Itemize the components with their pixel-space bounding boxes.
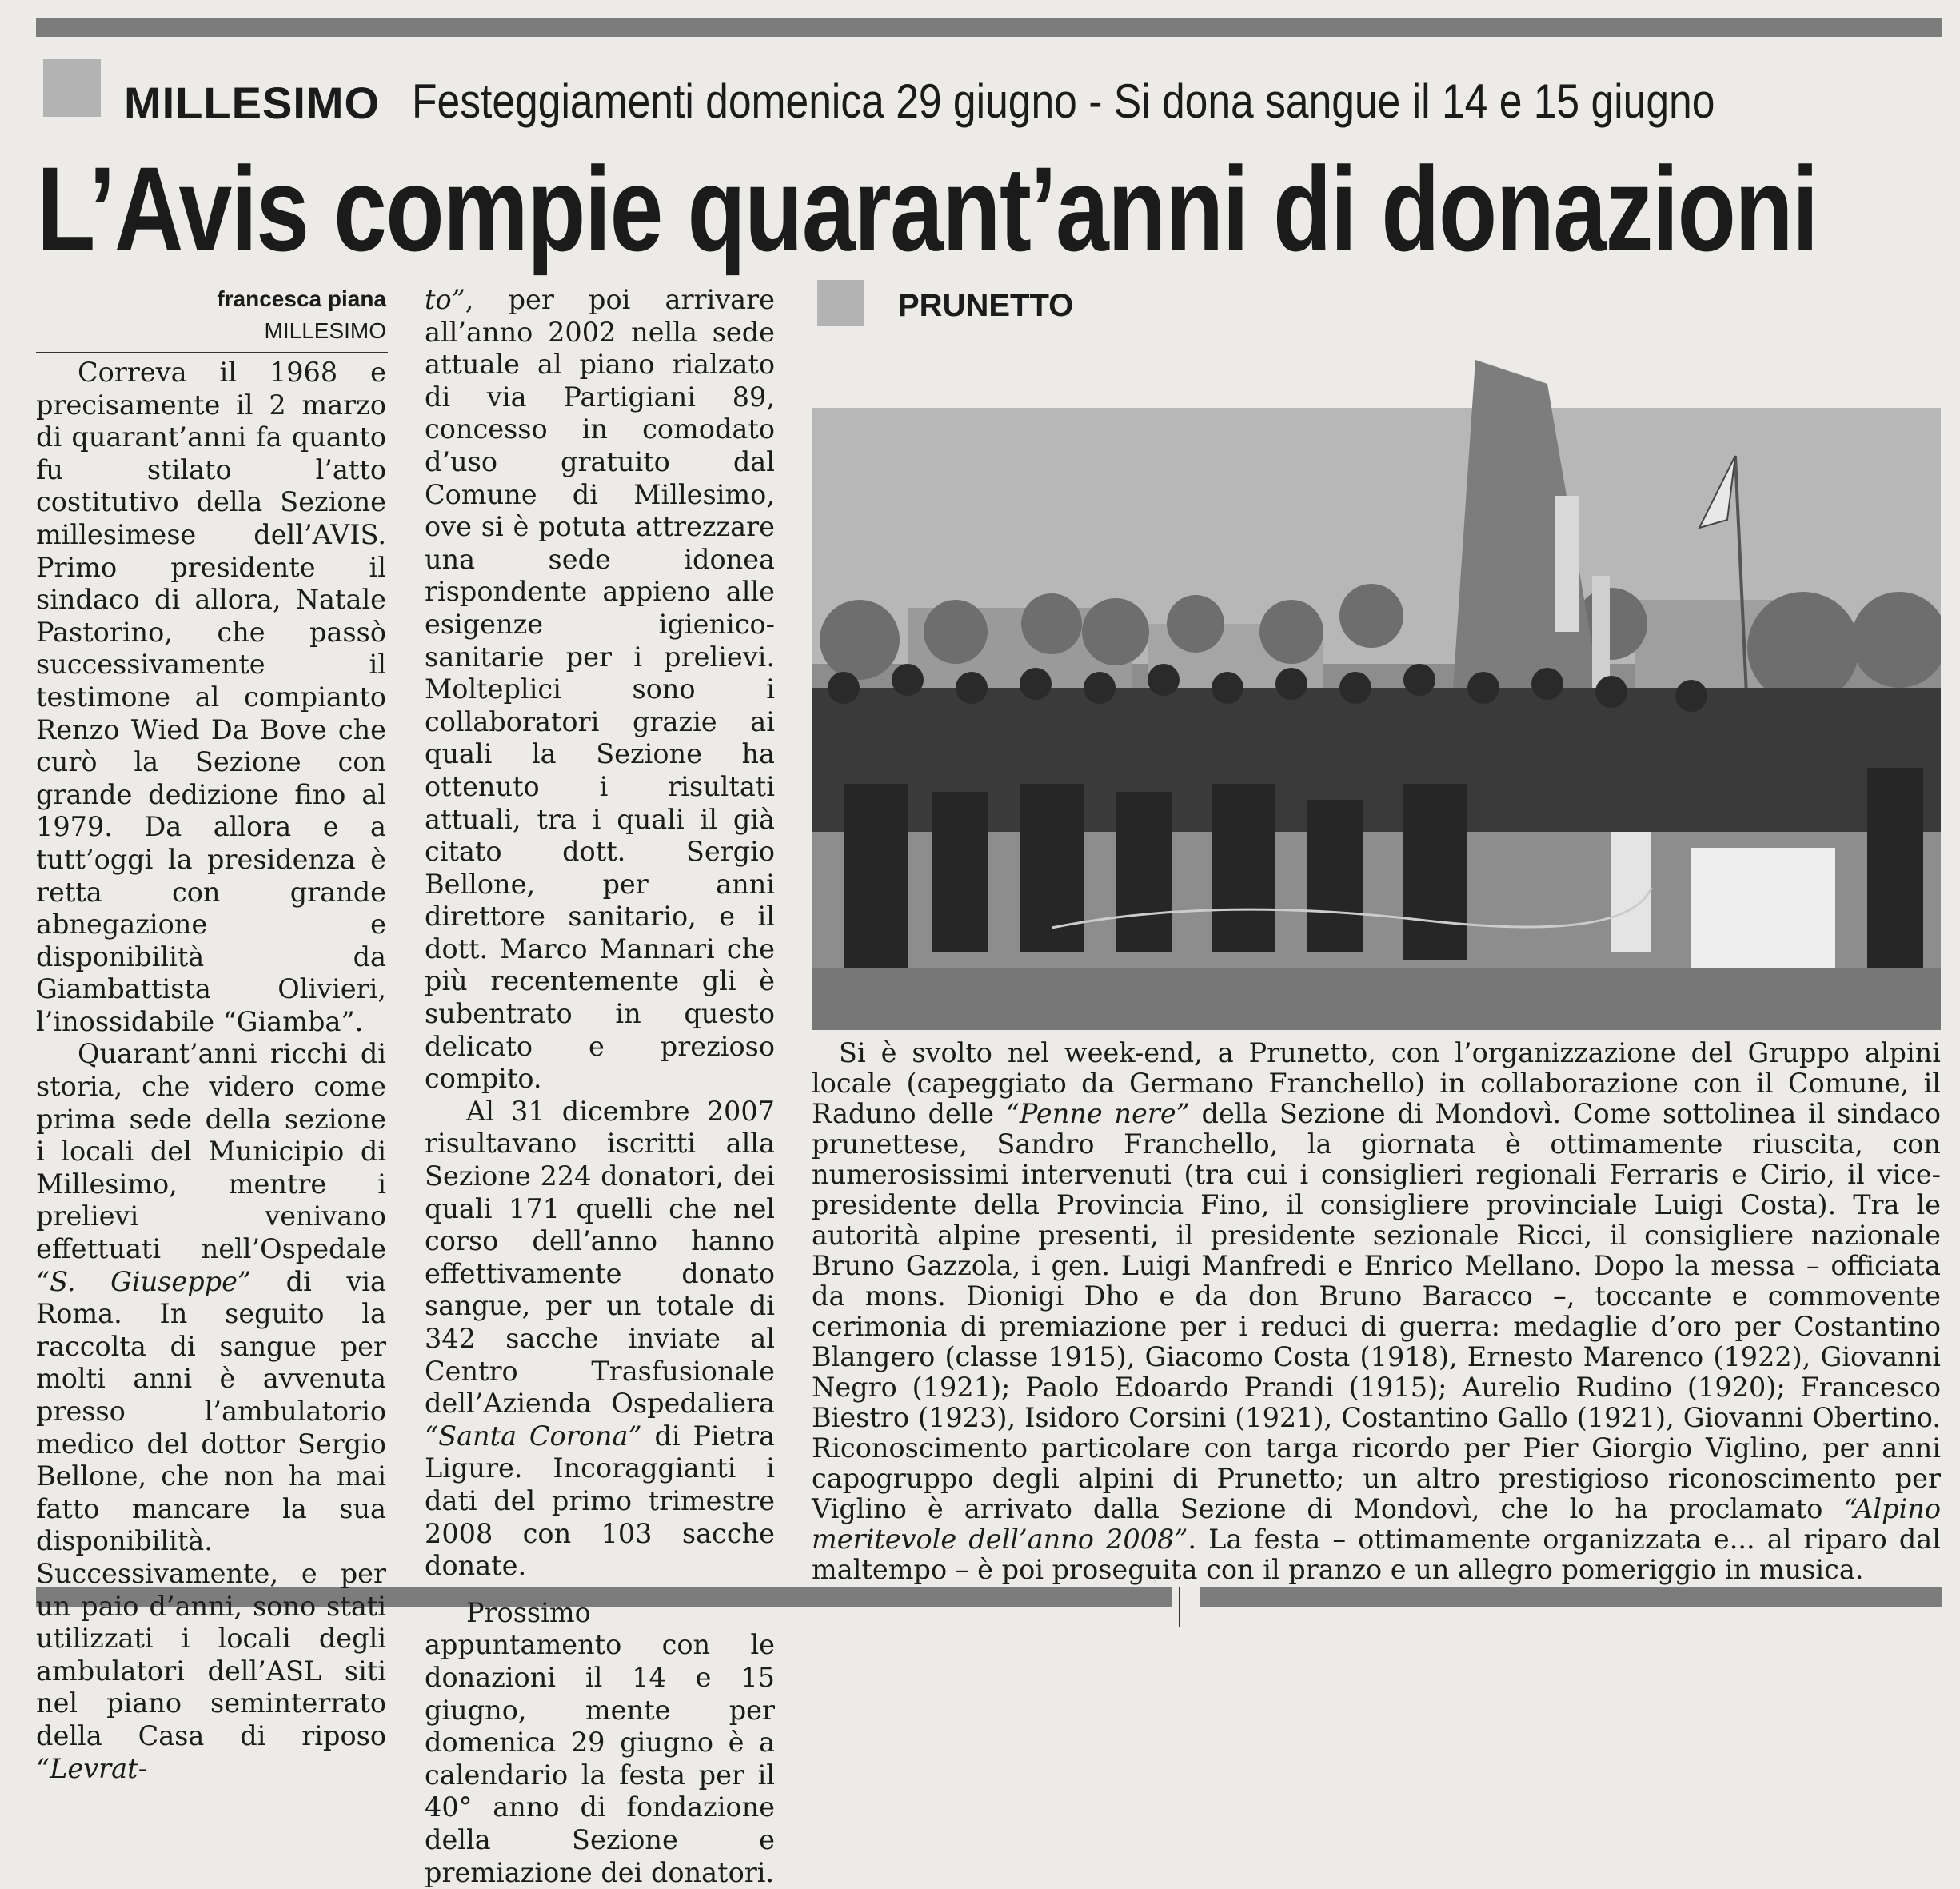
paragraph: Prossimo appuntamento con le donazioni il 14 e 15 giugno, mente per domenica 29 giugno è a calendario la festa per il 40° anno di fondazione della Sezione e premiazione dei donatori. bbox=[425, 1596, 775, 1888]
rally-photo bbox=[812, 336, 1941, 1030]
bottom-rule-right bbox=[1200, 1587, 1942, 1607]
kicker-marker bbox=[43, 59, 101, 117]
byline-author: francesca piana bbox=[217, 286, 386, 311]
paragraph: Quarant’anni ricchi di storia, che videro come prima sede della sezione i locali del Municipio di Millesimo, mentre i prelievi venivano effettuati nell’Ospedale “S. Giuseppe” di via Roma. In seguito la raccolta di sangue per molti anni è avvenuta presso l’ambulatorio medico del dottor Sergio Bellone, che non ha mai fatto mancare la sua disponibilità. Successivamente, e per un paio d’anni, sono stati utilizzati i locali degli ambulatori dell’ASL siti nel piano seminterrato della Casa di riposo “Levrat- bbox=[36, 1038, 386, 1784]
headline: L’Avis compie quarant’anni di donazioni bbox=[37, 142, 1818, 276]
paragraph: Al 31 dicembre 2007 risultavano iscritti alla Sezione 224 donatori, dei quali 171 quelli che nel corso dell’anno hanno effettivamente donato sangue, per un totale di 342 sacche inviate al Centro Trasfusionale dell’Azienda Ospedaliera “Santa Corona” di Pietra Ligure. Incoraggianti i dati del primo trimestre 2008 con 103 sacche donate. bbox=[425, 1095, 775, 1582]
photo-caption: Si è svolto nel week-end, a Prunetto, con l’organizzazione del Gruppo alpini locale (capeggiato da Germano Franchello) in collaborazione con il Comune, il Raduno delle “Penne nere” della Sezione di Mondovì. Come sottolinea il sindaco prunettese, Sandro Franchello, la giornata è ottimamente riuscita, con numerosissimi intervenuti (tra cui i consiglieri regionali Ferraris e Cirio, il vice-presidente della Provincia Fino, il consigliere provinciale Luigi Costa). Tra le autorità alpine presenti, il presidente sezionale Ricci, il consigliere nazionale Bruno Gazzola, i gen. Luigi Manfredi e Enrico Mellano. Dopo la messa – officiata da mons. Dionigi Dho e da don Bruno Baracco –, toccante e commovente cerimonia di premiazione per i reduci di guerra: medaglie d’oro per Costantino Blangero (classe 1915), Giacomo Costa (1918), Ernesto Marenco (1922), Giovanni Negro (1921); Paolo Edoardo Prandi (1915); Aurelio Rudino (1920); Francesco Biestro (1923), Isidoro Corsini (1921), Costantino Gallo (1921), Giovanni Obertino. Riconoscimento particolare con targa ricordo per Pier Giorgio Viglino, per anni capogruppo degli alpini di Prunetto; un altro prestigioso riconoscimento per Viglino è arrivato dalla Sezione di Mondovì, che lo ha proclamato “Alpino meritevole dell’anno 2008”. La festa – ottimamente organizzata e... al riparo dal maltempo – è poi proseguita con il pranzo e un allegro pomeriggio in musica. bbox=[812, 1037, 1941, 1585]
paragraph: to”, per poi arrivare all’anno 2002 nella sede attuale al piano rialzato di via Partigiani 89, concesso in comodato d’uso gratuito dal Comune di Millesimo, ove si è potuta attrezzare una sede idonea rispondente appieno alle esigenze igienico-sanitarie per i prelievi. Molteplici sono i collaboratori grazie ai quali la Sezione ha ottenuto i risultati attuali, tra i quali il già citato dott. Sergio Bellone, per anni direttore sanitario, e il dott. Marco Mannari che più recentemente gli è subentrato in questo delicato e prezioso compito. bbox=[425, 284, 775, 1095]
subheadline: Festeggiamenti domenica 29 giugno - Si dona sangue il 14 e 15 giugno bbox=[412, 74, 1715, 128]
top-rule bbox=[36, 18, 1942, 37]
article-column-1 bbox=[36, 357, 386, 1785]
byline-rule bbox=[36, 352, 388, 353]
sidebar-kicker-marker bbox=[817, 280, 864, 326]
article-column-2 bbox=[425, 284, 775, 1889]
byline-place: MILLESIMO bbox=[264, 318, 386, 343]
bottom-divider bbox=[1179, 1587, 1180, 1627]
sidebar-kicker: PRUNETTO bbox=[898, 288, 1074, 323]
paragraph: Correva il 1968 e precisamente il 2 marzo di quarant’anni fa quanto fu stilato l’atto costitutivo della Sezione millesimese dell’AVIS. Primo presidente il sindaco di allora, Natale Pastorino, che passò successivamente il testimone al compianto Renzo Wied Da Bove che curò la Sezione con grande dedizione fino al 1979. Da allora e a tutt’oggi la presidenza è retta con grande abnegazione e disponibilità da Giambattista Olivieri, l’inossidabile “Giamba”. bbox=[36, 357, 386, 1037]
section-kicker: MILLESIMO bbox=[124, 78, 381, 128]
rally-photo-image bbox=[812, 336, 1941, 1030]
